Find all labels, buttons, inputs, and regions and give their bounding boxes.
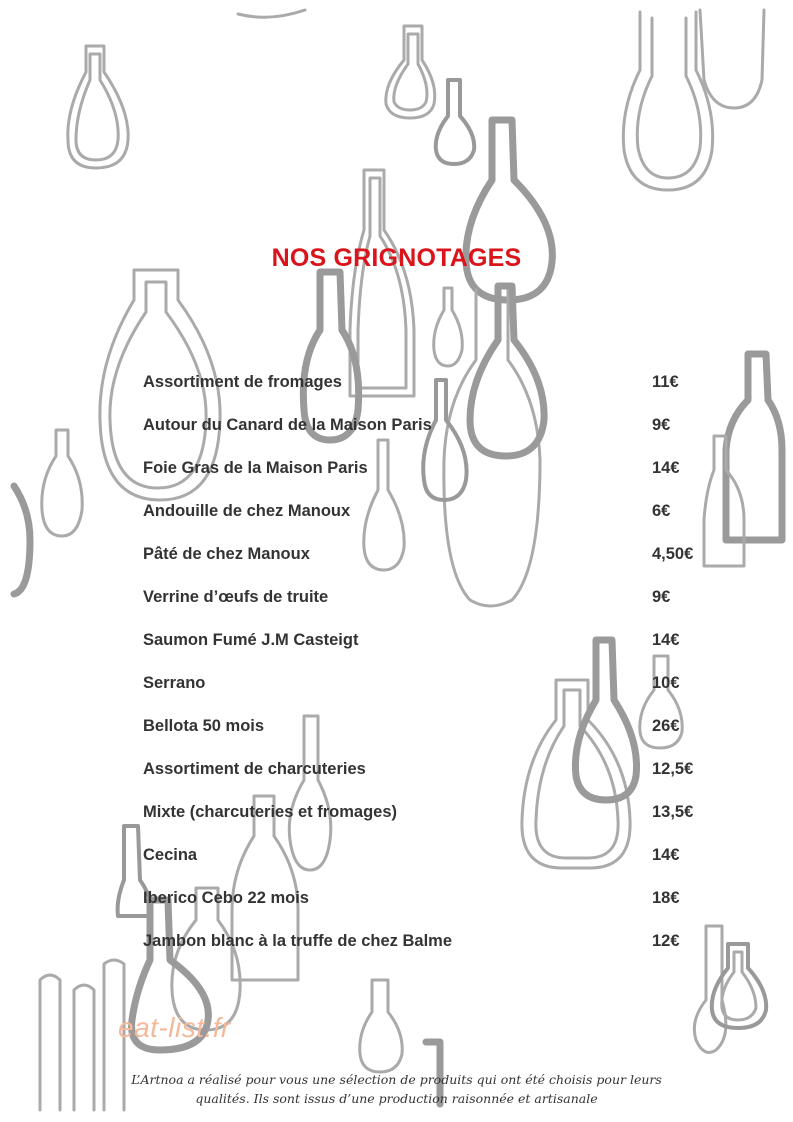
menu-item-price: 12€ (652, 932, 680, 950)
menu-item (143, 803, 703, 846)
menu-item-price: 4,50€ (652, 545, 694, 563)
bottle-outline-icon (42, 430, 82, 536)
menu-item-price: 14€ (652, 846, 680, 864)
menu-item-name: Jambon blanc à la truffe de chez Balme (143, 932, 453, 950)
menu-item-price: 13,5€ (652, 803, 694, 821)
watermark-logo: eat-list.fr (118, 1012, 231, 1043)
menu-item (143, 846, 703, 889)
bottle-outline-icon (623, 12, 712, 190)
bottle-outline-icon (386, 26, 435, 118)
bottle-outline-icon (360, 980, 402, 1072)
menu-item-price: 12,5€ (652, 760, 694, 778)
menu-item-name: Assortiment de fromages (143, 373, 342, 391)
menu-list (143, 373, 703, 975)
menu-item-name: Iberico Cebo 22 mois (143, 889, 309, 907)
menu-item (143, 631, 703, 674)
menu-item-price: 6€ (652, 502, 671, 520)
menu-item (143, 889, 703, 932)
bottle-outline-icon (700, 10, 764, 108)
page-title: NOS GRIGNOTAGES (271, 244, 522, 272)
menu-item-name: Assortiment de charcuteries (143, 760, 366, 778)
menu-item-price: 10€ (652, 674, 680, 692)
menu-item-name: Andouille de chez Manoux (143, 502, 351, 520)
footer-line-1: L’Artnoa a réalisé pour vous une sélection de produits qui ont été choisis pour leurs (131, 1072, 662, 1087)
menu-item-name: Verrine d’œufs de truite (143, 588, 329, 606)
menu-item (143, 760, 703, 803)
menu-item (143, 674, 703, 717)
menu-item (143, 416, 703, 459)
menu-item (143, 932, 703, 975)
menu-item (143, 717, 703, 760)
bottle-outline-icon (436, 80, 474, 164)
bottle-outline-icon (434, 288, 463, 366)
menu-item-name: Saumon Fumé J.M Casteigt (143, 631, 359, 649)
bottle-outline-icon (14, 486, 30, 594)
footer-note (0, 1070, 793, 1108)
menu-item-price: 11€ (652, 373, 679, 391)
menu-item (143, 545, 703, 588)
menu-item-price: 18€ (652, 889, 680, 907)
menu-item-name: Pâté de chez Manoux (143, 545, 310, 563)
menu-item-price: 26€ (652, 717, 680, 735)
menu-item (143, 459, 703, 502)
bottle-outline-icon (466, 120, 552, 300)
bottle-outline-icon (726, 354, 782, 540)
menu-item (143, 502, 703, 545)
menu-item-price: 14€ (652, 459, 680, 477)
menu-item-name: Mixte (charcuteries et fromages) (143, 803, 398, 821)
bottle-outline-icon (712, 944, 766, 1028)
menu-item-price: 9€ (652, 416, 671, 434)
menu-item-name: Cecina (143, 846, 198, 864)
menu-item-name: Autour du Canard de la Maison Paris (143, 416, 432, 434)
menu-item (143, 373, 703, 416)
menu-item-name: Foie Gras de la Maison Paris (143, 459, 368, 477)
menu-item-name: Serrano (143, 674, 206, 692)
menu-item-price: 9€ (652, 588, 671, 606)
footer-line-2: qualités. Ils sont issus d’une production raisonnée et artisanale (195, 1091, 598, 1106)
bottle-outline-icon (637, 18, 700, 178)
bottle-outline-icon (76, 54, 118, 160)
menu-item (143, 588, 703, 631)
bottle-outline-icon (350, 170, 414, 396)
menu-item-price: 14€ (652, 631, 680, 649)
bottle-outline-icon (238, 10, 305, 17)
menu-item-name: Bellota 50 mois (143, 717, 265, 735)
